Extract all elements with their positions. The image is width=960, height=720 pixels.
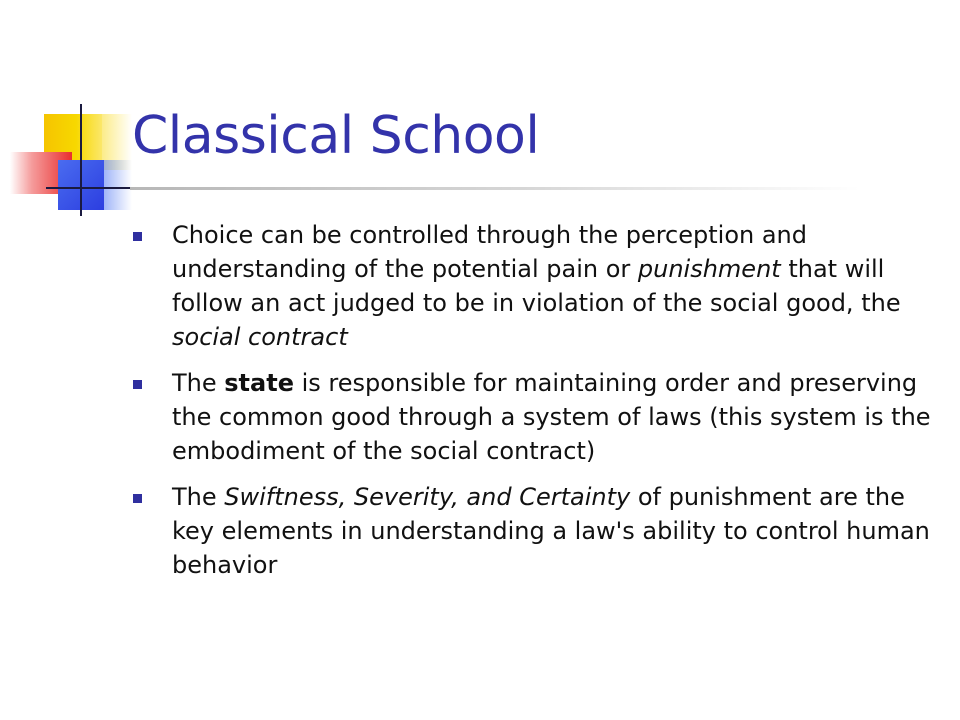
bullet-item: [133, 480, 933, 582]
bold-text-run: state: [224, 369, 294, 397]
bullet-item: [133, 366, 933, 468]
text-run: Choice can be controlled through the perception and understanding of the potential pain or: [172, 221, 808, 283]
bullet-text: [172, 369, 931, 465]
bullet-item: [133, 218, 933, 354]
logo-vertical-line: [80, 104, 82, 216]
square-bullet-icon: [133, 494, 142, 503]
bullet-text: [172, 483, 930, 579]
title-underline: [130, 187, 860, 190]
italic-text-run: social contract: [172, 323, 348, 351]
text-run: of punishment are the key elements in understanding a law's ability to control human behavior: [172, 483, 930, 579]
corner-logo-icon: [0, 0, 140, 240]
text-run: The: [172, 369, 225, 397]
italic-text-run: Swiftness, Severity, and Certainty: [224, 483, 631, 511]
text-run: that will follow an act judged to be in violation of the social good, the: [172, 255, 901, 317]
italic-text-run: punishment: [637, 255, 781, 283]
square-bullet-icon: [133, 232, 142, 241]
bullet-text: [172, 221, 901, 351]
square-bullet-icon: [133, 380, 142, 389]
logo-blue-fade: [104, 160, 132, 210]
slide-title: Classical School: [132, 106, 540, 166]
logo-horizontal-line: [46, 187, 130, 189]
text-run: is responsible for maintaining order and preserving the common good through a system of laws (this system is the embodiment of the social contract): [172, 369, 931, 465]
text-run: The: [172, 483, 225, 511]
bullet-list: [133, 218, 933, 594]
